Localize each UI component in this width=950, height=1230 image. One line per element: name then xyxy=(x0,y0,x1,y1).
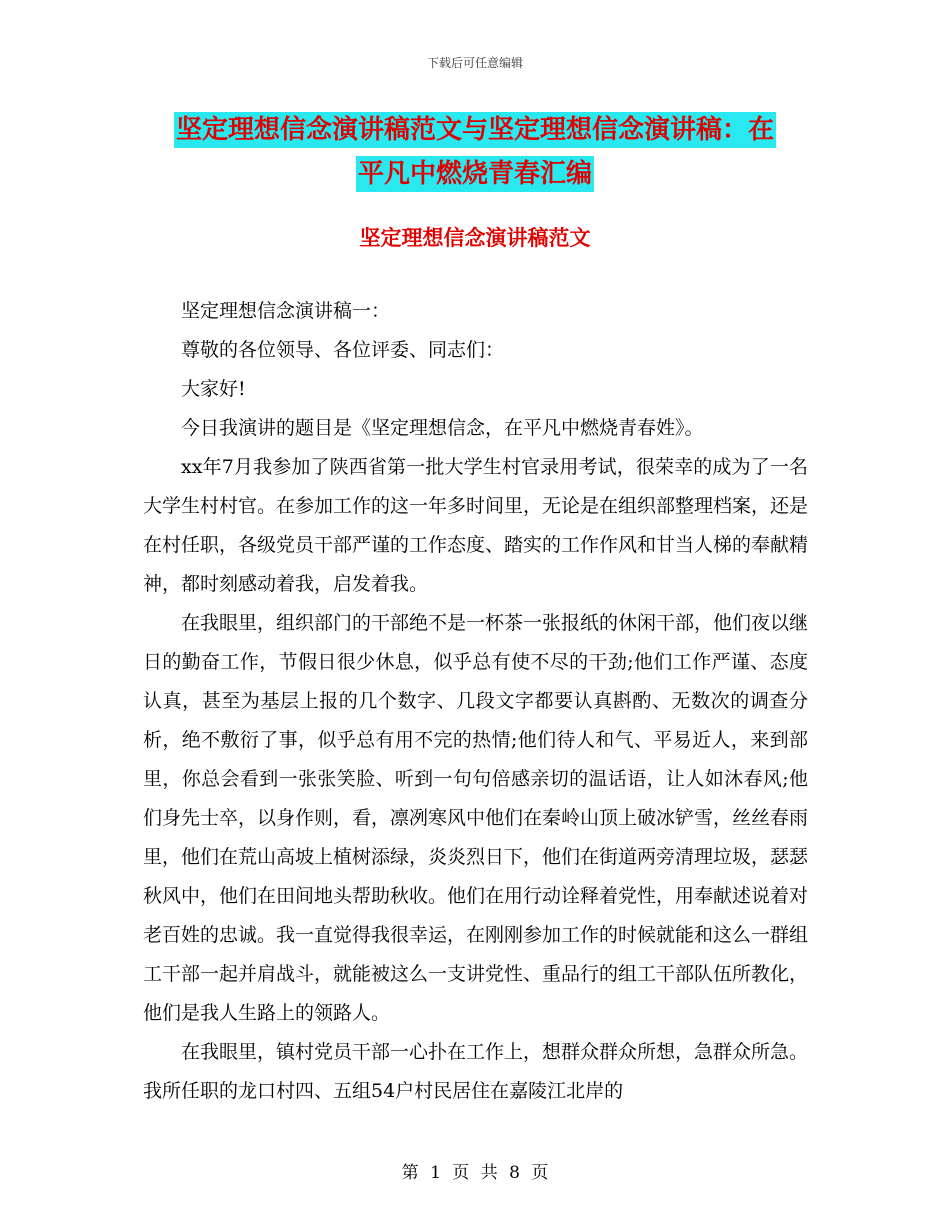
document-body xyxy=(143,292,808,1111)
paragraph: 今日我演讲的题目是《坚定理想信念，在平凡中燃烧青春姓》。 xyxy=(181,417,704,439)
paragraph: 坚定理想信念演讲稿一： xyxy=(181,300,391,322)
section-title: 坚定理想信念演讲稿范文 xyxy=(359,225,591,250)
paragraph: 在我眼里，镇村党员干部一心扑在工作上，想群众群众所想，急群众所急。我所任职的龙口村四、五组54户村民居住在嘉陵江北岸的 xyxy=(143,1041,809,1102)
title-highlight: 坚定理想信念演讲稿范文与坚定理想信念演讲稿：在 xyxy=(174,112,776,148)
page-footer: 第 1 页 共 8 页 xyxy=(401,1163,549,1183)
document-title-line-2 xyxy=(0,158,950,190)
document-title-line-1 xyxy=(0,114,950,146)
paragraph: 尊敬的各位领导、各位评委、同志们： xyxy=(181,339,505,361)
paragraph: xx年7月我参加了陕西省第一批大学生村官录用考试，很荣幸的成为了一名大学生村村官。在参加工作的这一年多时间里，无论是在组织部整理档案，还是在村任职，各级党员干部严谨的工作态度、踏实的工作作风和甘当人梯的奉献精神，都时刻感动着我，启发着我。 xyxy=(143,456,809,595)
header-note: 下载后可任意编辑 xyxy=(426,56,523,70)
title-highlight: 平凡中燃烧青春汇编 xyxy=(356,156,594,192)
paragraph: 在我眼里，组织部门的干部绝不是一杯茶一张报纸的休闲干部，他们夜以继日的勤奋工作，节假日很少休息，似乎总有使不尽的干劲;他们工作严谨、态度认真，甚至为基层上报的几个数字、几段文字都要认真斟酌、无数次的调查分析，绝不敷衍了事，似乎总有用不完的热情;他们待人和气、平易近人，来到部里，你总会看到一张张笑脸、听到一句句倍感亲切的温话语，让人如沐春风;他们身先士卒，以身作则，看，凛冽寒风中他们在秦岭山顶上破冰铲雪，丝丝春雨里，他们在荒山高坡上植树添绿，炎炎烈日下，他们在街道两旁清理垃圾，瑟瑟秋风中，他们在田间地头帮助秋收。他们在用行动诠释着党性，用奉献述说着对老百姓的忠诚。我一直觉得我很幸运，在刚刚参加工作的时候就能和这么一群组工干部一起并肩战斗，就能被这么一支讲党性、重品行的组工干部队伍所教化，他们是我人生路上的领路人。 xyxy=(143,612,809,1024)
paragraph: 大家好! xyxy=(181,378,246,400)
